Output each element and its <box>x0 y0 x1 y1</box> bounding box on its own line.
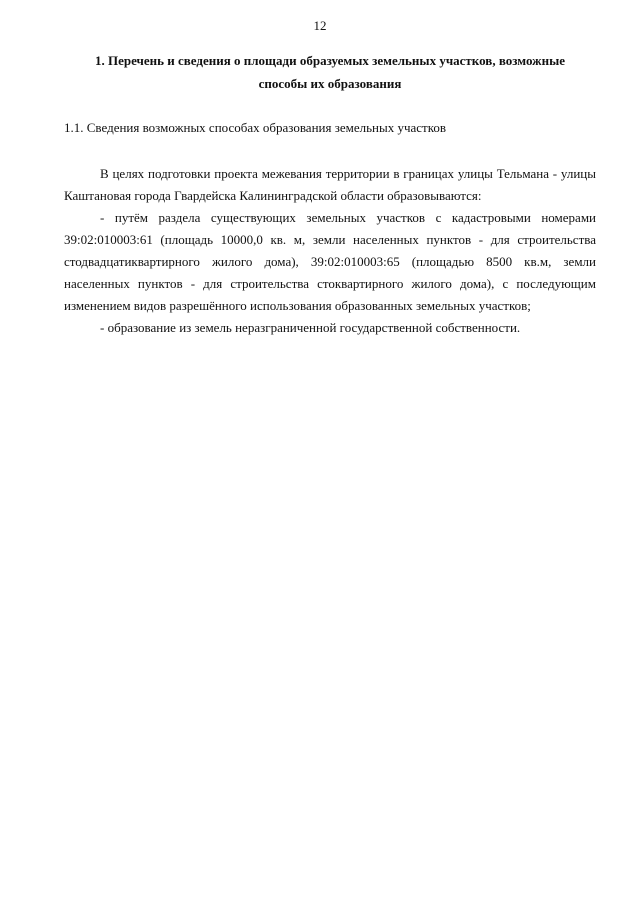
subsection-heading: 1.1. Сведения возможных способах образования земельных участков <box>64 120 447 135</box>
page-number: 12 <box>313 18 327 33</box>
body-text <box>64 163 596 339</box>
paragraph-intro: В целях подготовки проекта межевания территории в границах улицы Тельмана - улицы Каштановая города Гвардейска Калининградской области образовываются: <box>64 166 596 203</box>
section-heading <box>64 49 596 95</box>
section-heading-line-1: 1. Перечень и сведения о площади образуемых земельных участков, возможные <box>95 53 565 68</box>
paragraph-formation: - образование из земель неразграниченной государственной собственности. <box>100 320 521 335</box>
section-heading-line-2: способы их образования <box>258 76 402 91</box>
paragraph-division: - путём раздела существующих земельных участков с кадастровыми номерами 39:02:010003:61 (площадь 10000,0 кв. м, земли населенных пунктов - для строительства стодвадцатиквартирного жилого дома), 39:02:010003:65 (площадью 8500 кв.м, земли населенных пунктов - для строительства стоквартирного жилого дома), с последующим изменением видов разрешённого использования образованных земельных участков; <box>64 210 596 313</box>
